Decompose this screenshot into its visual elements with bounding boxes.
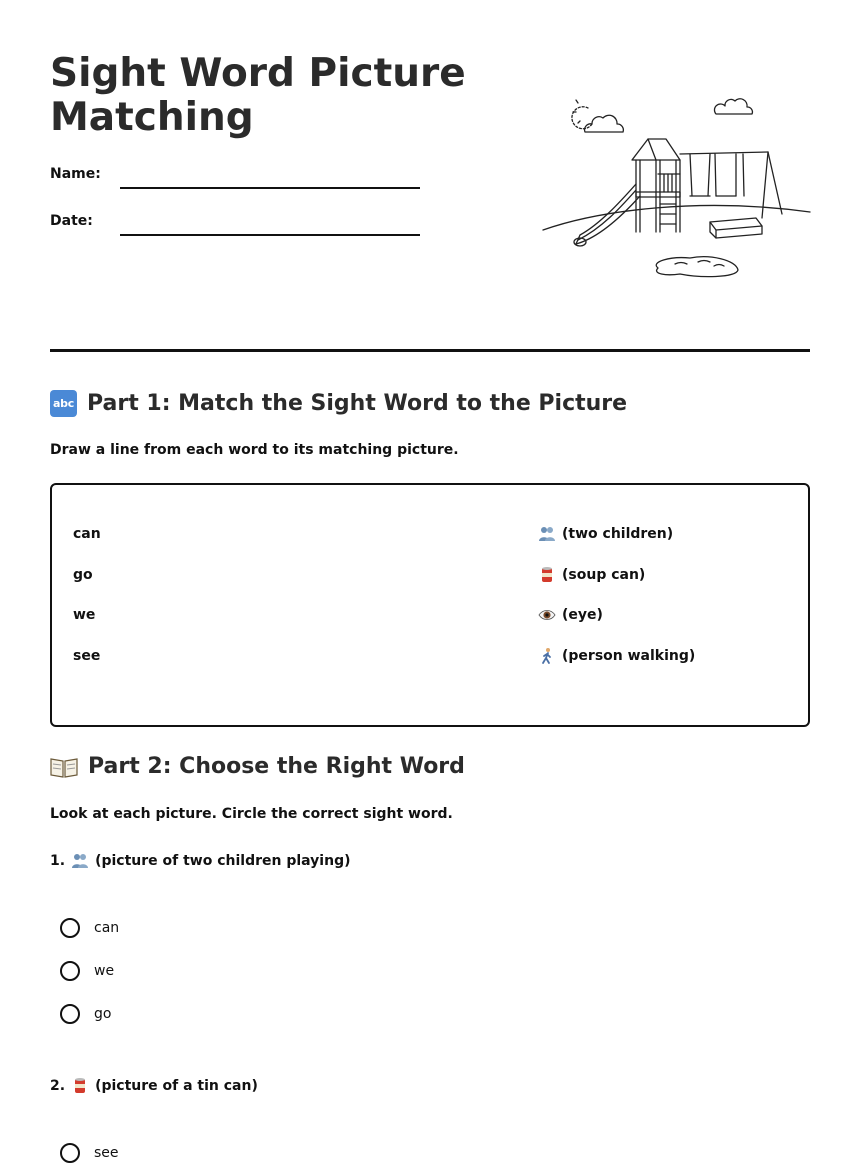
part2-title-text: Part 2: Choose the Right Word (88, 754, 465, 779)
radio-circle[interactable] (60, 961, 80, 981)
answer-option[interactable] (60, 918, 119, 938)
match-word[interactable]: can (73, 526, 101, 542)
part2-instruction: Look at each picture. Circle the correct sight word. (50, 806, 453, 822)
question-1 (50, 852, 351, 870)
page-title: Sight Word Picture Matching (50, 51, 466, 140)
match-picture-label: (eye) (562, 607, 603, 623)
match-picture[interactable] (538, 647, 695, 665)
part2-title (50, 754, 465, 779)
match-picture[interactable] (538, 525, 673, 543)
name-field[interactable] (120, 187, 420, 189)
match-word[interactable]: we (73, 607, 96, 623)
answer-option[interactable] (60, 1004, 111, 1024)
radio-circle[interactable] (60, 918, 80, 938)
open-book-icon (50, 756, 78, 778)
abc-input-icon: abc (50, 390, 77, 417)
person-walking-icon (538, 647, 556, 665)
match-word[interactable]: see (73, 648, 101, 664)
eye-icon (538, 606, 556, 624)
date-label: Date: (50, 213, 93, 229)
radio-circle[interactable] (60, 1143, 80, 1163)
question-label: (picture of a tin can) (95, 1078, 258, 1094)
question-number: 2. (50, 1078, 66, 1094)
radio-circle[interactable] (60, 1004, 80, 1024)
match-picture[interactable] (538, 566, 645, 584)
option-label: go (94, 1006, 112, 1022)
question-label: (picture of two children playing) (95, 853, 351, 869)
match-picture-label: (soup can) (562, 567, 646, 583)
playground-illustration (540, 92, 815, 282)
answer-option[interactable] (60, 961, 114, 981)
soup-can-icon (538, 566, 556, 584)
part1-instruction: Draw a line from each word to its matching picture. (50, 442, 459, 458)
question-2 (50, 1077, 258, 1095)
matching-box (50, 483, 810, 727)
soup-can-icon (71, 1077, 89, 1095)
option-label: we (94, 963, 115, 979)
part1-title (50, 390, 627, 417)
match-picture-label: (person walking) (562, 648, 696, 664)
match-word[interactable]: go (73, 567, 93, 583)
option-label: can (94, 920, 120, 936)
two-children-icon (538, 525, 556, 543)
header-divider (50, 349, 810, 352)
option-label: see (94, 1145, 119, 1161)
answer-option[interactable] (60, 1143, 119, 1163)
two-children-icon (71, 852, 89, 870)
question-number: 1. (50, 853, 66, 869)
match-picture[interactable] (538, 606, 603, 624)
date-field[interactable] (120, 234, 420, 236)
name-label: Name: (50, 166, 101, 182)
match-picture-label: (two children) (562, 526, 674, 542)
part1-title-text: Part 1: Match the Sight Word to the Picture (87, 391, 628, 416)
